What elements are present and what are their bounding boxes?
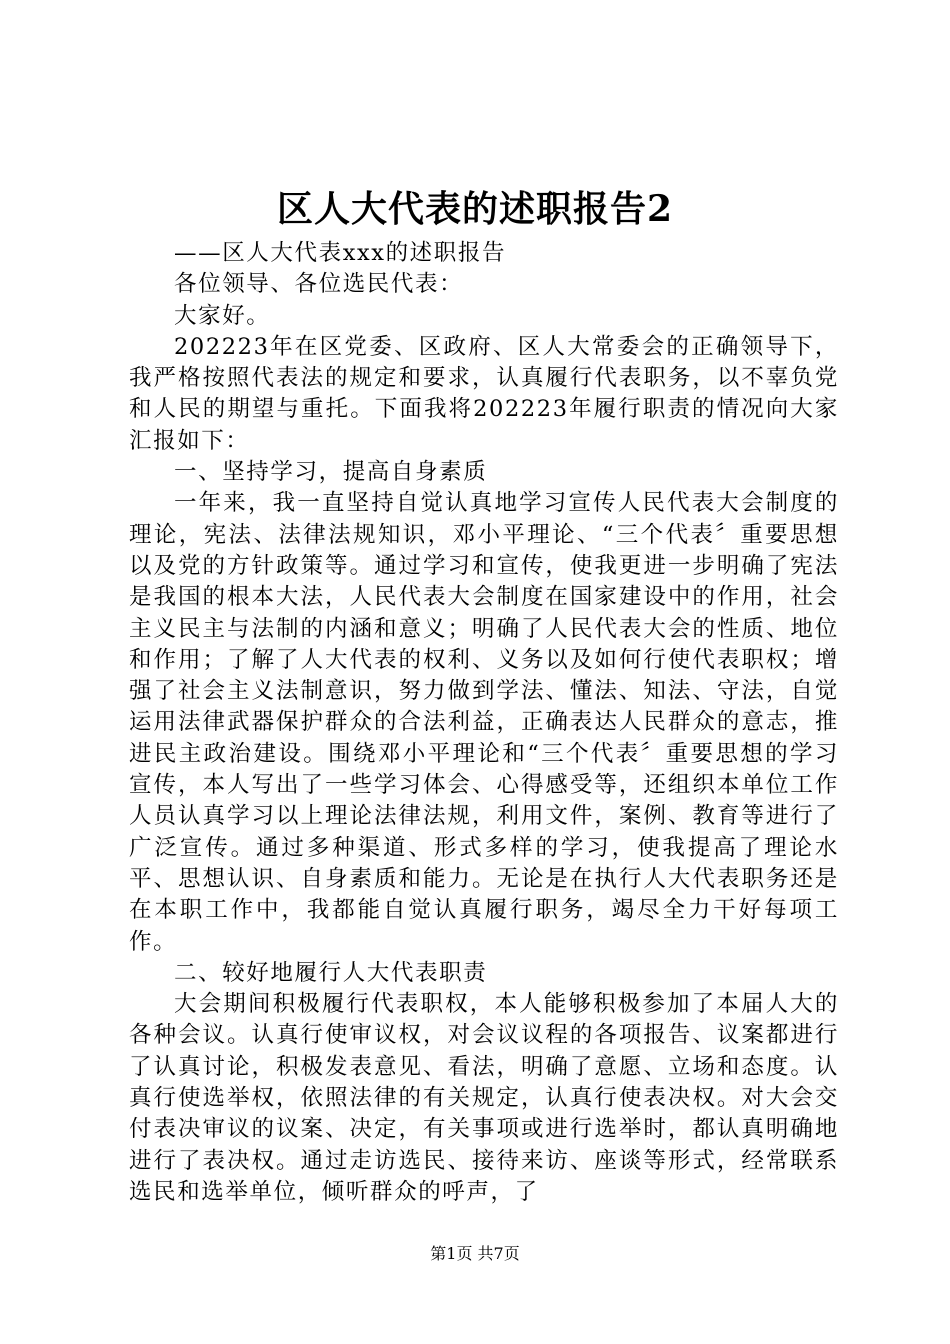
document-title: 区人大代表的述职报告2 [276, 188, 674, 230]
section-heading-1: 一、坚持学习，提高自身素质 [174, 459, 488, 486]
salutation: 各位领导、各位选民代表： [174, 271, 464, 298]
section-2-paragraph: 大会期间积极履行代表职权，本人能够积极参加了本届人大的各种会议。认真行使审议权，对会议议程的各项报告、议案都进行了认真讨论，积极发表意见、看法，明确了意愿、立场和态度。认真行使选举权，依照法律的有关规定，认真行使表决权。对大会交付表决审议的议案、决定，有关事项或进行选举时，都认真明确地进行了表决权。通过走访选民、接待来访、座谈等形式，经常联系选民和选举单位，倾听群众的呼声，了 [129, 991, 839, 1205]
section-1-paragraph: 一年来，我一直坚持自觉认真地学习宣传人民代表大会制度的理论，宪法、法律法规知识，邓小平理论、“三个代表〞重要思想以及党的方针政策等。通过学习和宣传，使我更进一步明确了宪法是我国的根本大法，人民代表大会制度在国家建设中的作用，社会主义民主与法制的内涵和意义；明确了人民代表大会的性质、地位和作用；了解了人大代表的权利、义务以及如何行使代表职权；增强了社会主义法制意识，努力做到学法、懂法、知法、守法，自觉运用法律武器保护群众的合法利益，正确表达人民群众的意志，推进民主政治建设。围绕邓小平理论和“三个代表〞重要思想的学习宣传，本人写出了一些学习体会、心得感受等，还组织本单位工作人员认真学习以上理论法律法规，利用文件，案例、教育等进行了广泛宣传。通过多种渠道、形式多样的学习，使我提高了理论水平、思想认识、自身素质和能力。无论是在执行人大代表职务还是在本职工作中，我都能自觉认真履行职务，竭尽全力干好每项工作。 [129, 490, 839, 955]
greeting: 大家好。 [174, 302, 271, 329]
intro-paragraph: 202223年在区党委、区政府、区人大常委会的正确领导下，我严格按照代表法的规定和要求，认真履行代表职务，以不辜负党和人民的期望与重托。下面我将202223年履行职责的情况向大家汇报如下： [129, 333, 839, 454]
page-footer: 第1页 共7页 [430, 1244, 520, 1263]
subtitle-line: ——区人大代表xxx的述职报告 [174, 240, 507, 266]
document-body [129, 238, 839, 1208]
section-heading-2: 二、较好地履行人大代表职责 [174, 959, 488, 986]
